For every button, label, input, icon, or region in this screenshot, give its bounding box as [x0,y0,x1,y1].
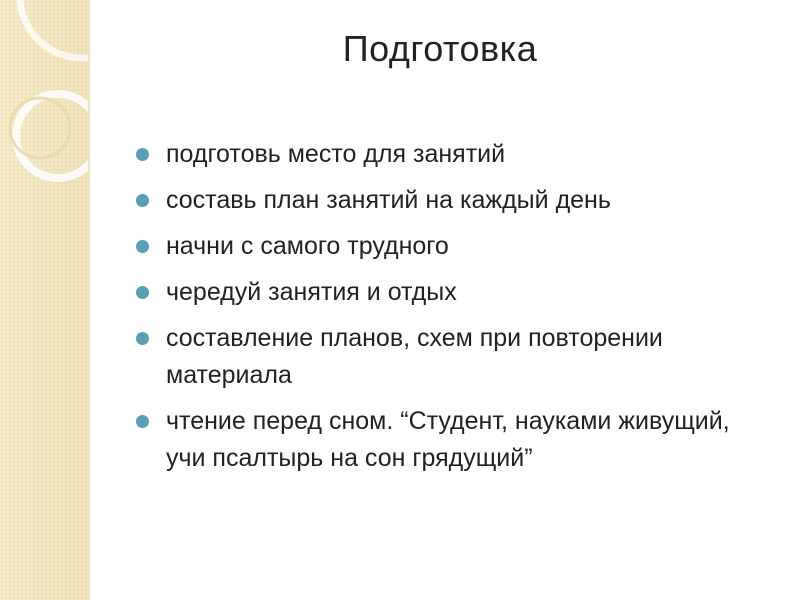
bullet-text: составление планов, схем при повторении материала [166,324,663,389]
bullet-text: чтение перед сном. “Студент, науками живущий, учи псалтырь на сон грядущий” [166,407,730,472]
bullet-text: чередуй занятия и отдых [166,278,457,306]
bullet-text: подготовь место для занятий [166,140,506,168]
bullet-list [136,136,776,486]
bullet-text: составь план занятий на каждый день [166,186,611,214]
bullet-dot-icon [136,194,149,207]
bullet-dot-icon [136,332,149,345]
decorative-ring-top [20,0,88,58]
decorative-side-panel [0,0,88,600]
bullet-text: начни с самого трудного [166,232,449,260]
bullet-dot-icon [136,415,149,428]
bullet-item-hardest-first [136,228,776,265]
bullet-dot-icon [136,148,149,161]
decorative-rings [0,0,88,600]
slide-title: Подготовка [342,28,538,69]
bullet-dot-icon [136,286,149,299]
side-panel-edge [88,0,91,600]
bullet-dot-icon [136,240,149,253]
bullet-item-workspace [136,136,776,173]
bullet-item-review-plans [136,320,776,394]
bullet-item-alternate-rest [136,274,776,311]
bullet-item-bedtime-reading [136,403,776,477]
decorative-ring-middle [16,94,88,178]
bullet-item-daily-plan [136,182,776,219]
